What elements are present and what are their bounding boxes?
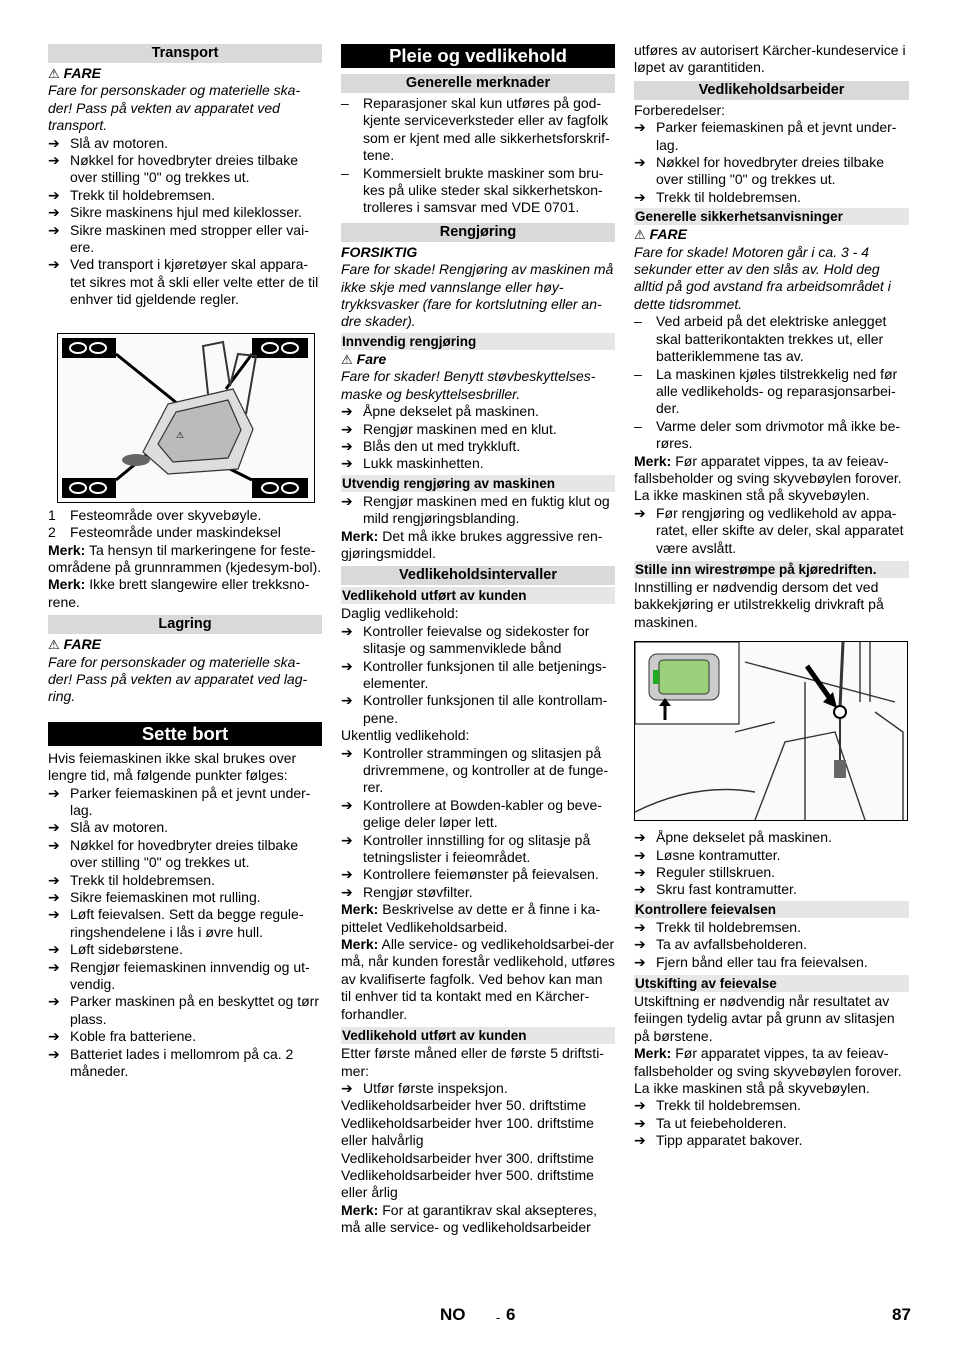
sikkerhet-note: Merk: Før apparatet vippes, ta av feieav-fallsbeholder og sving skyvebøylen forover. La ikke maskinen stå på skyvebøylen. [634, 452, 902, 504]
warning-label: ⚠ Fare [341, 350, 387, 367]
dash-item: – Reparasjoner skal kun utføres på god-kjente serviceverksteder eller av fagfolk som er kjent med alle sikkerhetsforskrif-tene. [341, 95, 615, 165]
warning-triangle-icon: ⚠ [634, 227, 646, 243]
heading-sette-bort: Sette bort [48, 722, 322, 746]
heading-vedlikehold-kunden: Vedlikehold utført av kunden [341, 587, 615, 604]
ukentlig-steps [341, 745, 615, 902]
continued-text: utføres av autorisert Kärcher-kundeservice i løpet av garantitiden. [634, 42, 906, 76]
step-item: ➔ Åpne dekselet på maskinen. [341, 403, 615, 420]
heading-vedlikeholdsarbeider: Vedlikeholdsarbeider [634, 81, 909, 100]
heading-kontrollere-feievalsen: Kontrollere feievalsen [634, 901, 909, 918]
text-line: Vedlikeholdsarbeider hver 50. driftstime [341, 1097, 587, 1114]
step-item: ➔ Løsne kontramutter. [634, 847, 909, 864]
footer-sep: - [496, 1310, 501, 1325]
note-text: Beskrivelse av dette er å finne i ka-pittelet Vedlikeholdsarbeid. [341, 901, 601, 935]
utskifting-steps [634, 1097, 909, 1149]
step-item: ➔ Ved transport i kjøretøyer skal appara-tet sikres mot å skli eller velte etter de til enhver tid gjeldende regler. [48, 256, 322, 308]
step-item: ➔ Nøkkel for hovedbryter dreies tilbake over stilling "0" og trekkes ut. [48, 837, 322, 872]
step-item: ➔ Rengjør maskinen med en fuktig klut og mild rengjøringsblanding. [341, 493, 615, 528]
note [341, 936, 615, 1023]
heading-utskifting-feievalse: Utskifting av feievalse [634, 975, 909, 992]
figure-wire-adjustment [634, 641, 908, 821]
heading-utvendig-rengjoring: Utvendig rengjøring av maskinen [341, 475, 615, 492]
footer-page-local: 6 [506, 1305, 516, 1324]
step-item: ➔ Parker feiemaskinen på et jevnt under-lag. [634, 119, 909, 154]
step-item: ➔ Kontroller feievalse og sidekoster for slitasje og sammenviklede bånd [341, 623, 615, 658]
footer-lang: NO [440, 1305, 466, 1324]
wire-adjustment-illustration [635, 642, 907, 820]
step-item: ➔ Reguler stillskruen. [634, 864, 909, 881]
forberedelser-steps [634, 119, 909, 206]
step-item: ➔ Rengjør maskinen med en klut. [341, 421, 615, 438]
warning-triangle-icon: ⚠ [48, 66, 60, 81]
step-item: ➔ Batteriet lades i mellomrom på ca. 2 måneder. [48, 1046, 322, 1081]
step-item: ➔ Ta av avfallsbeholderen. [634, 936, 909, 953]
heading-rengjoring: Rengjøring [341, 223, 615, 242]
step-item: ➔ Kontroller innstilling for og slitasje på tetningslister i feieområdet. [341, 832, 615, 867]
heading-innvendig-rengjoring: Innvendig rengjøring [341, 333, 615, 350]
step-item: ➔ Slå av motoren. [48, 819, 322, 836]
transport-steps [48, 135, 322, 309]
daglig-label: Daglig vedlikehold: [341, 605, 459, 622]
note-text: Ta hensyn til markeringene for feste-områdene på grunnrammen (kjedesym-bol). [48, 541, 322, 575]
heading-sikkerhetsanvisninger: Generelle sikkerhetsanvisninger [634, 208, 909, 225]
step-item: ➔ Sikre feiemaskinen mot rulling. [48, 889, 322, 906]
step-item: ➔ Åpne dekselet på maskinen. [634, 829, 909, 846]
legend-item [48, 507, 322, 524]
column-right [634, 42, 909, 1150]
note-text: Ikke brett slangewire eller trekksno-rene. [48, 576, 310, 610]
step-item: ➔ Fjern bånd eller tau fra feievalsen. [634, 954, 909, 971]
garanti-note: Merk: For at garantikrav skal aksepteres, må alle service- og vedlikeholdsarbeider [341, 1201, 598, 1236]
forste-label: Etter første måned eller de første 5 driftsti-mer: [341, 1045, 604, 1079]
column-middle [341, 42, 615, 1237]
intervall-notes [341, 901, 615, 1023]
step-item: ➔ Kontrollere at Bowden-kabler og beve-gelige deler løper lett. [341, 797, 615, 832]
warning-text: Fare for personskader og materielle ska-der! Pass på vekten av apparatet ved lag-ring. [48, 653, 308, 705]
step-item: ➔ Sikre maskinens hjul med kileklosser. [48, 204, 322, 221]
warning-text: Fare for personskader og materielle ska-der! Pass på vekten av apparatet ved transport. [48, 82, 301, 134]
forberedelser-label: Forberedelser: [634, 101, 726, 118]
legend-number: 1 [48, 506, 56, 523]
warning-triangle-icon: ⚠ [341, 351, 353, 367]
heading-transport: Transport [48, 44, 322, 63]
warning-text: Fare for skade! Motoren går i ca. 3 - 4 sekunder etter av den slås av. Hold deg alltid på god avstand fra arbeidsområdet i dette tidsrommet. [634, 243, 891, 312]
step-item: ➔ Tipp apparatet bakover. [634, 1132, 909, 1149]
column-left [48, 42, 322, 1080]
note-label: Merk: [341, 901, 379, 918]
note-label: Merk: [48, 541, 86, 558]
step-item: ➔ Slå av motoren. [48, 135, 322, 152]
legend-number: 2 [48, 524, 56, 541]
step-item: ➔ Rengjør feiemaskinen innvendig og ut-vendig. [48, 959, 322, 994]
caution-label: FORSIKTIG [341, 243, 418, 260]
kontroll-steps [634, 919, 909, 971]
step-item: ➔ Trekk til holdebremsen. [48, 187, 322, 204]
step-item: ➔ Kontroller strammingen og slitasjen på drivremmene, og kontroller at de funge-rer. [341, 745, 615, 797]
heading-lagring: Lagring [48, 615, 322, 634]
step-item: ➔ Kontroller funksjonen til alle betjenings-elementer. [341, 658, 615, 693]
transport-notes [48, 542, 322, 612]
step-item: ➔ Parker feiemaskinen på et jevnt under-lag. [48, 785, 322, 820]
step-item: ➔ Blås den ut med trykkluft. [341, 438, 615, 455]
sikkerhet-items [634, 313, 909, 452]
utvendig-note: Merk: Det må ikke brukes aggressive ren-gjøringsmiddel. [341, 527, 603, 561]
step-item: ➔ Løft feievalsen. Sett da begge regule-ringshendelene i lås i øvre hull. [48, 906, 322, 941]
step-item: ➔ Løft sidebørstene. [48, 941, 322, 958]
footer-page-number: 87 [892, 1305, 911, 1324]
generelle-items [341, 95, 615, 217]
note [341, 901, 615, 936]
sette-bort-intro: Hvis feiemaskinen ikke skal brukes over lengre tid, må følgende punkter følges: [48, 749, 297, 784]
figure-transport-fastening [57, 333, 315, 503]
figure-legend [48, 507, 322, 542]
step-item: ➔ Koble fra batteriene. [48, 1028, 322, 1045]
step-item: ➔ Trekk til holdebremsen. [634, 1097, 909, 1114]
step-item: ➔ Kontrollere feiemønster på feievalsen. [341, 866, 615, 883]
note [48, 542, 322, 577]
note-label: Merk: [48, 576, 86, 593]
heading-vedlikeholdsintervaller: Vedlikeholdsintervaller [341, 566, 615, 585]
innvendig-steps [341, 403, 615, 473]
wire-intro: Innstilling er nødvendig dersom det ved bakkekjøring er utilstrekkelig drivkraft på maskinen. [634, 578, 884, 630]
caution-text: Fare for skade! Rengjøring av maskinen må ikke skje med vannslange eller høy-trykksvasker (fare for kortslutning eller an-dre skader). [341, 261, 614, 330]
legend-text: Festeområde over skyvebøyle. [70, 506, 262, 523]
heading-vedlikehold-kunden-2: Vedlikehold utført av kunden [341, 1027, 615, 1044]
heading-pleie-vedlikehold: Pleie og vedlikehold [341, 44, 615, 68]
note-label: Merk: [341, 936, 379, 953]
warning-label: ⚠ FARE [634, 226, 687, 243]
step-item: ➔ Nøkkel for hovedbryter dreies tilbake over stilling "0" og trekkes ut. [634, 154, 909, 189]
step-item: ➔ Ta ut feiebeholderen. [634, 1115, 909, 1132]
wire-steps [634, 829, 909, 899]
ukentlig-label: Ukentlig vedlikehold: [341, 727, 470, 744]
sikkerhet-step: ➔ Før rengjøring og vedlikehold av appa-ratet, eller skifte av deler, skal apparatet være avslått. [634, 505, 909, 557]
dash-item: – Ved arbeid på det elektriske anlegget skal batterikontakten trekkes ut, eller batteriklemmene tas av. [634, 313, 909, 365]
note [48, 576, 322, 611]
heading-generelle-merknader: Generelle merknader [341, 74, 615, 93]
step-item: ➔ Trekk til holdebremsen. [634, 919, 909, 936]
note-text: Alle service- og vedlikeholdsarbei-der må, når kunden forestår vedlikehold, utføres av kvalifiserte fagfolk. Ved behov kan man til enhver tid ta kontakt med en Kärcher-forhandler. [341, 936, 615, 1022]
dash-item: – Varme deler som drivmotor må ikke be-røres. [634, 418, 909, 453]
step-item: ➔ Nøkkel for hovedbryter dreies tilbake over stilling "0" og trekkes ut. [48, 152, 322, 187]
step-item: ➔ Sikre maskinen med stropper eller vai-ere. [48, 222, 322, 257]
step-item: ➔ Rengjør støvfilter. [341, 884, 615, 901]
text-line: Vedlikeholdsarbeider hver 100. driftstime eller halvårlig [341, 1114, 594, 1149]
heading-wirestrompe: Stille inn wirestrømpe på kjøredriften. [634, 561, 909, 578]
step-item: ➔ Parker maskinen på en beskyttet og tørr plass. [48, 993, 322, 1028]
step-item: ➔ Trekk til holdebremsen. [634, 189, 909, 206]
utvendig-steps [341, 493, 615, 528]
dash-item: – Kommersielt brukte maskiner som bru-kes på ulike steder skal sikkerhetskon-trolleres i samsvar med VDE 0701. [341, 165, 615, 217]
text-line: Vedlikeholdsarbeider hver 300. driftstime [341, 1149, 594, 1166]
warning-label: ⚠ FARE [48, 636, 101, 653]
legend-text: Festeområde under maskindeksel [70, 524, 281, 541]
step-item: ➔ Trekk til holdebremsen. [48, 872, 322, 889]
sweeper-illustration [58, 334, 314, 502]
step-item: ➔ Lukk maskinhetten. [341, 455, 615, 472]
svg-text:⚠: ⚠ [176, 429, 185, 440]
text-line: Vedlikeholdsarbeider hver 500. driftstime eller årlig [341, 1166, 594, 1201]
warning-label: ⚠ FARE [48, 65, 101, 81]
warning-triangle-icon: ⚠ [48, 637, 60, 653]
utskifting-intro: Utskiftning er nødvendig når resultatet av feiingen tydelig avtar på grunn av slitasjen på børstene. [634, 993, 895, 1044]
daglig-steps [341, 623, 615, 727]
forste-step: ➔ Utfør første inspeksjon. [341, 1080, 615, 1097]
utskifting-note: Merk: Før apparatet vippes, ta av feieav-fallsbeholder og sving skyvebøylen forover. La ikke maskinen stå på skyvebøylen. [634, 1045, 902, 1097]
dash-item: – La maskinen kjøles tilstrekkelig ned før alle vedlikeholds- og reparasjonsarbei-der. [634, 366, 909, 418]
legend-item [48, 524, 322, 541]
step-item: ➔ Kontroller funksjonen til alle kontrollam-pene. [341, 692, 615, 727]
sette-bort-steps [48, 785, 322, 1081]
step-item: ➔ Skru fast kontramutter. [634, 881, 909, 898]
interval-lines [341, 1097, 615, 1201]
warning-text: Fare for skader! Benytt støvbeskyttelses-maske og beskyttelsesbriller. [341, 368, 596, 402]
